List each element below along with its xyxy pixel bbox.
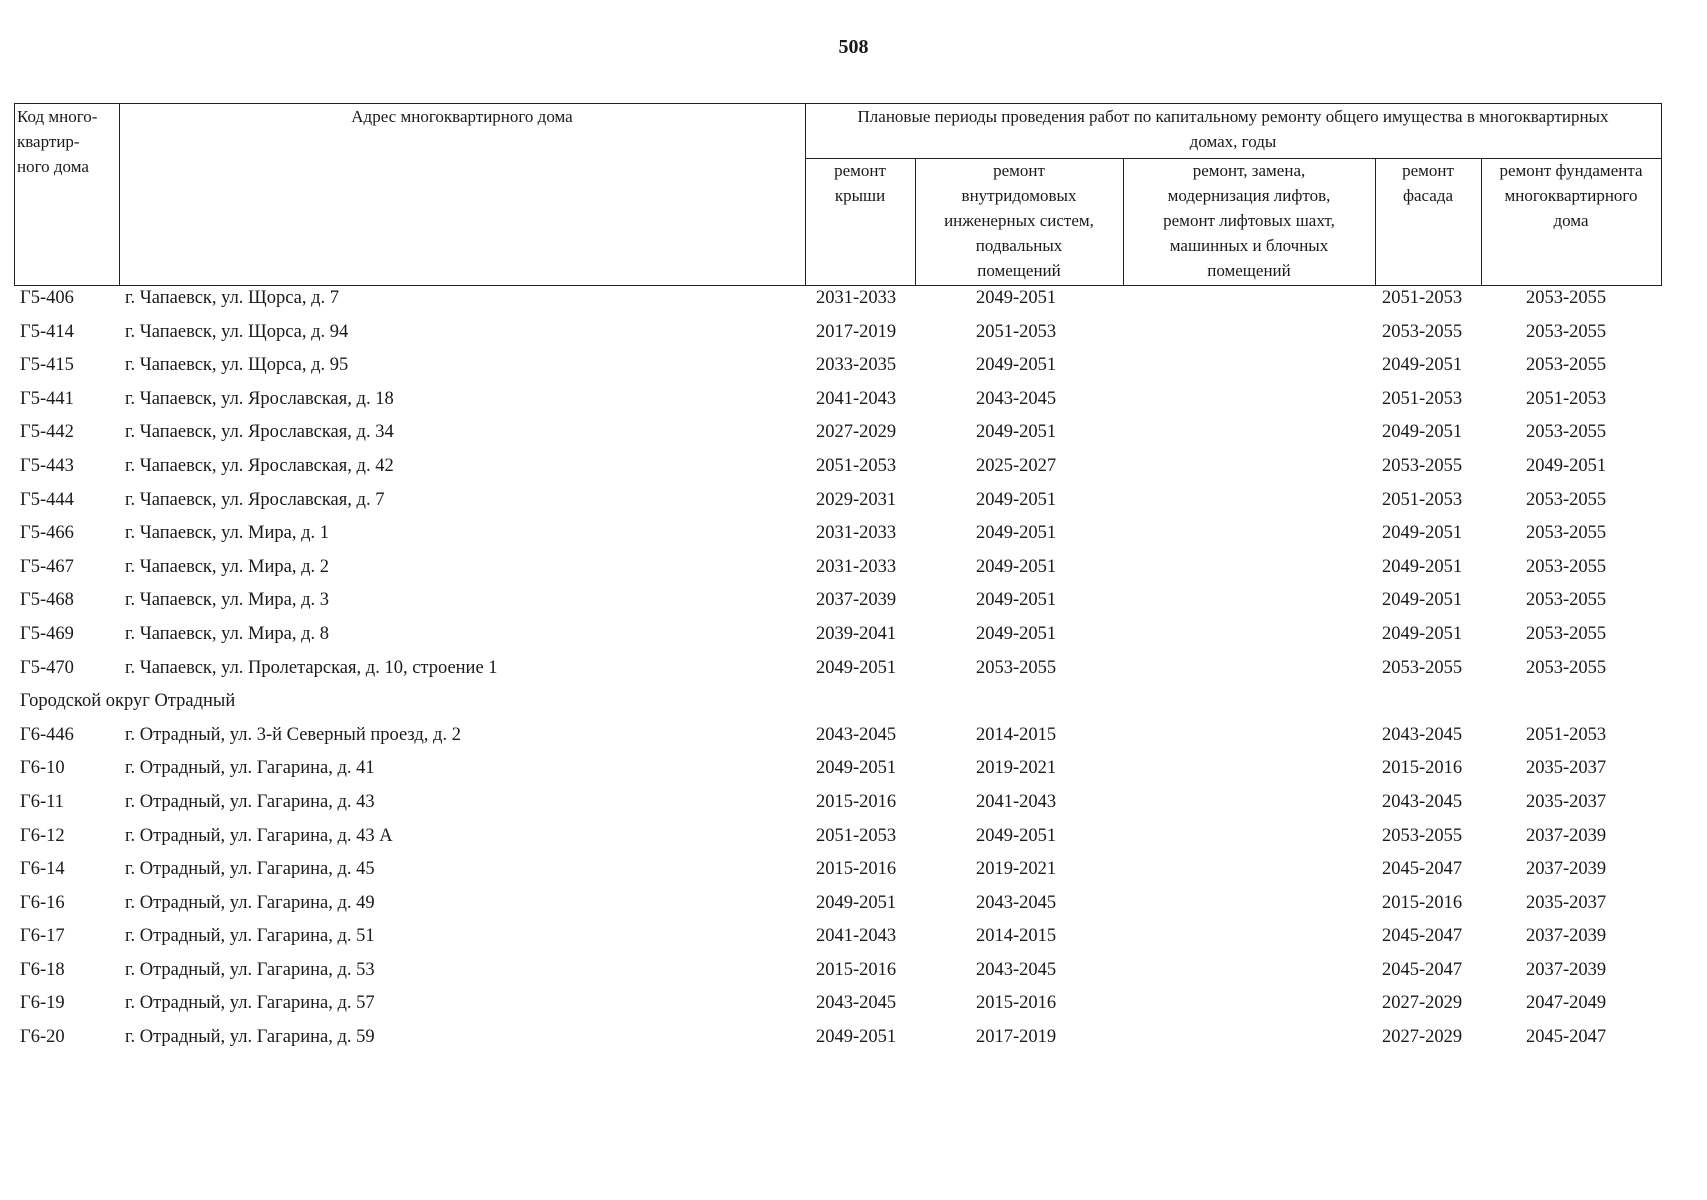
cell-engineering: 2017-2019 [976, 1027, 1057, 1048]
table-row [0, 353, 1707, 387]
cell-code: Г6-20 [20, 1027, 65, 1048]
cell-roof: 2017-2019 [816, 321, 897, 342]
table-row [0, 958, 1707, 992]
cell-foundation: 2053-2055 [1526, 523, 1607, 544]
cell-foundation: 2049-2051 [1526, 455, 1607, 476]
cell-code: Г5-466 [20, 523, 74, 544]
cell-facade: 2043-2045 [1382, 724, 1463, 745]
cell-foundation: 2053-2055 [1526, 288, 1607, 308]
cell-code: Г5-414 [20, 321, 74, 342]
cell-address: г. Отрадный, ул. 3-й Северный проезд, д. 2 [125, 724, 461, 745]
cell-address: г. Отрадный, ул. Гагарина, д. 51 [125, 926, 375, 947]
table-row [0, 857, 1707, 891]
cell-code: Г6-12 [20, 825, 65, 846]
cell-roof: 2031-2033 [816, 288, 897, 308]
cell-code: Г6-446 [20, 724, 74, 745]
cell-foundation: 2053-2055 [1526, 556, 1607, 577]
cell-facade: 2051-2053 [1382, 489, 1463, 510]
cell-facade: 2045-2047 [1382, 959, 1463, 980]
cell-foundation: 2037-2039 [1526, 926, 1607, 947]
cell-address: г. Отрадный, ул. Гагарина, д. 41 [125, 758, 375, 779]
table-row [0, 790, 1707, 824]
cell-roof: 2033-2035 [816, 355, 897, 376]
cell-foundation: 2053-2055 [1526, 657, 1607, 678]
cell-roof: 2049-2051 [816, 1027, 897, 1048]
cell-engineering: 2043-2045 [976, 892, 1057, 913]
cell-address: г. Отрадный, ул. Гагарина, д. 59 [125, 1027, 375, 1048]
cell-code: Г5-406 [20, 288, 74, 308]
table-body [0, 286, 1707, 1059]
header-facade: ремонт фасада [1402, 161, 1454, 205]
cell-foundation: 2037-2039 [1526, 859, 1607, 880]
table-row [0, 656, 1707, 690]
cell-code: Г5-470 [20, 657, 74, 678]
cell-roof: 2039-2041 [816, 623, 897, 644]
header-foundation: ремонт фундамента многоквартирного дома [1499, 161, 1643, 230]
cell-foundation: 2053-2055 [1526, 590, 1607, 611]
table-row [0, 756, 1707, 790]
table-row [0, 521, 1707, 555]
cell-roof: 2049-2051 [816, 758, 897, 779]
cell-foundation: 2037-2039 [1526, 959, 1607, 980]
cell-address: г. Отрадный, ул. Гагарина, д. 43 [125, 791, 375, 812]
cell-roof: 2037-2039 [816, 590, 897, 611]
table-row [0, 891, 1707, 925]
cell-facade: 2049-2051 [1382, 355, 1463, 376]
cell-address: г. Чапаевск, ул. Щорса, д. 94 [125, 321, 349, 342]
cell-foundation: 2053-2055 [1526, 489, 1607, 510]
cell-engineering: 2051-2053 [976, 321, 1057, 342]
table-row [0, 387, 1707, 421]
cell-foundation: 2051-2053 [1526, 388, 1607, 409]
cell-foundation: 2037-2039 [1526, 825, 1607, 846]
cell-facade: 2051-2053 [1382, 288, 1463, 308]
cell-code: Г6-19 [20, 993, 65, 1014]
cell-address: г. Чапаевск, ул. Мира, д. 3 [125, 590, 330, 611]
cell-address: г. Отрадный, ул. Гагарина, д. 53 [125, 959, 375, 980]
table-row [0, 555, 1707, 589]
header-divider [119, 104, 120, 285]
cell-address: г. Отрадный, ул. Гагарина, д. 49 [125, 892, 375, 913]
cell-address: г. Чапаевск, ул. Мира, д. 1 [125, 523, 330, 544]
header-engineering: ремонт внутридомовых инженерных систем, подвальных помещений [944, 161, 1094, 280]
table-row [0, 588, 1707, 622]
cell-address: г. Чапаевск, ул. Мира, д. 2 [125, 556, 330, 577]
table-row [0, 420, 1707, 454]
cell-code: Г5-467 [20, 556, 74, 577]
cell-roof: 2029-2031 [816, 489, 897, 510]
cell-code: Г5-441 [20, 388, 74, 409]
cell-facade: 2015-2016 [1382, 758, 1463, 779]
cell-address: г. Чапаевск, ул. Щорса, д. 95 [125, 355, 349, 376]
cell-code: Г5-468 [20, 590, 74, 611]
cell-facade: 2053-2055 [1382, 455, 1463, 476]
cell-facade: 2049-2051 [1382, 422, 1463, 443]
cell-roof: 2031-2033 [816, 523, 897, 544]
table-row [0, 488, 1707, 522]
cell-roof: 2031-2033 [816, 556, 897, 577]
table-row [0, 1025, 1707, 1059]
cell-address: г. Отрадный, ул. Гагарина, д. 45 [125, 859, 375, 880]
cell-code: Г5-444 [20, 489, 74, 510]
cell-code: Г6-11 [20, 791, 64, 812]
header-roof: ремонт крыши [834, 161, 886, 205]
table-row [0, 320, 1707, 354]
cell-code: Г6-18 [20, 959, 65, 980]
cell-roof: 2049-2051 [816, 657, 897, 678]
cell-foundation: 2051-2053 [1526, 724, 1607, 745]
cell-engineering: 2019-2021 [976, 859, 1057, 880]
cell-roof: 2015-2016 [816, 859, 897, 880]
table-header [14, 103, 1662, 286]
table-row [0, 622, 1707, 656]
cell-address: г. Чапаевск, ул. Пролетарская, д. 10, строение 1 [125, 657, 498, 678]
cell-engineering: 2025-2027 [976, 455, 1057, 476]
cell-code: Г5-469 [20, 623, 74, 644]
cell-engineering: 2014-2015 [976, 926, 1057, 947]
cell-engineering: 2049-2051 [976, 556, 1057, 577]
cell-facade: 2049-2051 [1382, 523, 1463, 544]
cell-roof: 2027-2029 [816, 422, 897, 443]
cell-roof: 2015-2016 [816, 791, 897, 812]
cell-address: г. Отрадный, ул. Гагарина, д. 57 [125, 993, 375, 1014]
cell-facade: 2049-2051 [1382, 556, 1463, 577]
cell-engineering: 2041-2043 [976, 791, 1057, 812]
cell-address: г. Чапаевск, ул. Щорса, д. 7 [125, 288, 340, 308]
cell-code: Г5-443 [20, 455, 74, 476]
cell-code: Г5-442 [20, 422, 74, 443]
cell-engineering: 2049-2051 [976, 523, 1057, 544]
cell-foundation: 2047-2049 [1526, 993, 1607, 1014]
cell-code: Г6-14 [20, 859, 65, 880]
cell-facade: 2045-2047 [1382, 859, 1463, 880]
table-row [0, 991, 1707, 1025]
cell-foundation: 2053-2055 [1526, 321, 1607, 342]
cell-facade: 2015-2016 [1382, 892, 1463, 913]
header-periods: Плановые периоды проведения работ по капитальному ремонту общего имущества в многоквартирных домах, годы [857, 107, 1609, 151]
cell-engineering: 2043-2045 [976, 959, 1057, 980]
cell-roof: 2041-2043 [816, 388, 897, 409]
cell-engineering: 2049-2051 [976, 355, 1057, 376]
cell-foundation: 2053-2055 [1526, 355, 1607, 376]
cell-roof: 2015-2016 [816, 959, 897, 980]
cell-facade: 2027-2029 [1382, 993, 1463, 1014]
section-row [0, 689, 1707, 723]
cell-roof: 2041-2043 [816, 926, 897, 947]
header-code: Код много- квартир- ного дома [17, 107, 98, 176]
cell-facade: 2051-2053 [1382, 388, 1463, 409]
cell-engineering: 2049-2051 [976, 623, 1057, 644]
cell-facade: 2027-2029 [1382, 1027, 1463, 1048]
cell-code: Г6-10 [20, 758, 65, 779]
cell-address: г. Чапаевск, ул. Ярославская, д. 18 [125, 388, 394, 409]
cell-foundation: 2035-2037 [1526, 892, 1607, 913]
cell-foundation: 2053-2055 [1526, 623, 1607, 644]
cell-engineering: 2053-2055 [976, 657, 1057, 678]
cell-facade: 2053-2055 [1382, 321, 1463, 342]
cell-foundation: 2053-2055 [1526, 422, 1607, 443]
cell-address: г. Чапаевск, ул. Ярославская, д. 34 [125, 422, 394, 443]
cell-facade: 2053-2055 [1382, 657, 1463, 678]
table-row [0, 286, 1707, 320]
table-row [0, 454, 1707, 488]
cell-address: г. Отрадный, ул. Гагарина, д. 43 А [125, 825, 393, 846]
cell-address: г. Чапаевск, ул. Мира, д. 8 [125, 623, 330, 644]
cell-roof: 2043-2045 [816, 724, 897, 745]
cell-roof: 2049-2051 [816, 892, 897, 913]
cell-engineering: 2014-2015 [976, 724, 1057, 745]
cell-roof: 2051-2053 [816, 455, 897, 476]
cell-foundation: 2035-2037 [1526, 758, 1607, 779]
table-row [0, 924, 1707, 958]
cell-foundation: 2045-2047 [1526, 1027, 1607, 1048]
cell-engineering: 2049-2051 [976, 422, 1057, 443]
cell-facade: 2053-2055 [1382, 825, 1463, 846]
page-number: 508 [838, 36, 869, 58]
cell-engineering: 2015-2016 [976, 993, 1057, 1014]
header-address: Адрес многоквартирного дома [351, 107, 573, 126]
cell-foundation: 2035-2037 [1526, 791, 1607, 812]
cell-roof: 2051-2053 [816, 825, 897, 846]
cell-facade: 2043-2045 [1382, 791, 1463, 812]
table-row [0, 723, 1707, 757]
cell-address: г. Чапаевск, ул. Ярославская, д. 42 [125, 455, 394, 476]
cell-engineering: 2049-2051 [976, 590, 1057, 611]
cell-code: Г6-16 [20, 892, 65, 913]
cell-address: г. Чапаевск, ул. Ярославская, д. 7 [125, 489, 385, 510]
cell-facade: 2049-2051 [1382, 623, 1463, 644]
header-lifts: ремонт, замена, модернизация лифтов, ремонт лифтовых шахт, машинных и блочных помещений [1163, 161, 1335, 280]
section-label: Городской округ Отрадный [20, 691, 236, 712]
table-row [0, 824, 1707, 858]
cell-roof: 2043-2045 [816, 993, 897, 1014]
cell-facade: 2045-2047 [1382, 926, 1463, 947]
cell-engineering: 2049-2051 [976, 489, 1057, 510]
cell-engineering: 2049-2051 [976, 288, 1057, 308]
cell-code: Г5-415 [20, 355, 74, 376]
cell-facade: 2049-2051 [1382, 590, 1463, 611]
cell-engineering: 2049-2051 [976, 825, 1057, 846]
cell-code: Г6-17 [20, 926, 65, 947]
cell-engineering: 2043-2045 [976, 388, 1057, 409]
cell-engineering: 2019-2021 [976, 758, 1057, 779]
